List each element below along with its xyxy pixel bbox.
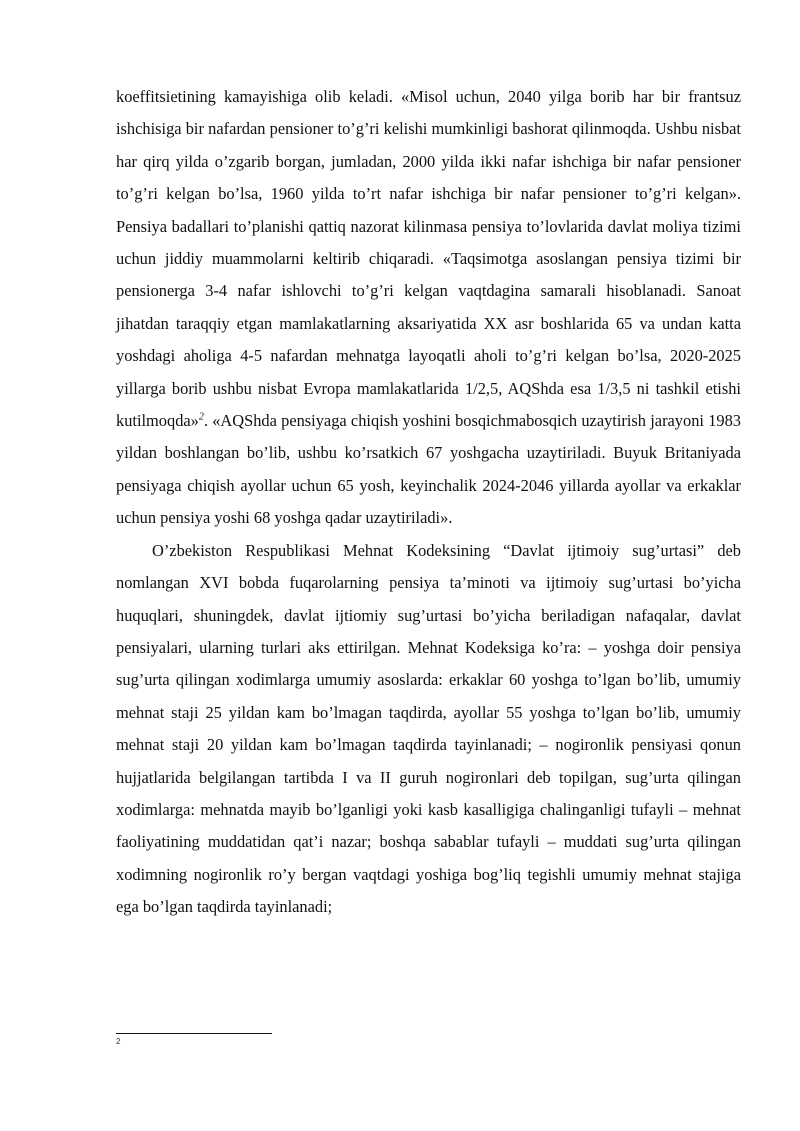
paragraph-1 <box>116 81 741 535</box>
footnote-separator <box>116 1033 272 1034</box>
footnote-number: 2 <box>116 1037 121 1046</box>
paragraph-2: O’zbekiston Respublikasi Mehnat Kodeksining “Davlat ijtimoiy sug’urtasi” deb nomlangan XVI bobda fuqarolarning pensiya ta’minoti va ijtimoiy sug’urtasi bo’yicha huquqlari, shuningdek, davlat ijtiomiy sug’urtasi bo’yicha beriladigan nafaqalar, davlat pensiyalari, ularning turlari aks ettirilgan. Mehnat Kodeksiga ko’ra: – yoshga doir pensiya sug’urta qilingan xodimlarga umumiy asoslarda: erkaklar 60 yoshga to’lgan bo’lib, umumiy mehnat staji 25 yildan kam bo’lmagan taqdirda, ayollar 55 yoshga to’lgan bo’lib, umumiy mehnat staji 20 yildan kam bo’lmagan taqdirda tayinlanadi; – nogironlik pensiyasi qonun hujjatlarida belgilangan tartibda I va II guruh nogironlari deb topilgan, sug’urta qilingan xodimlarga: mehnatda mayib bo’lganligi yoki kasb kasalligiga chalinganligi tufayli – mehnat faoliyatining muddatidan qat’i nazar; boshqa sabablar tufayli – muddati sug’urta qilingan xodimning nogironlik ro’y bergan vaqtdagi yoshiga bog’liq tegishli umumiy mehnat stajiga ega bo’lgan taqdirda tayinlanadi; <box>116 540 741 917</box>
paragraph-1-part-1: koeffitsietining kamayishiga olib keladi. «Misol uchun, 2040 yilga borib har bir frantsuz ishchisiga bir nafardan pensioner to’g’ri kelishi mumkinligi bashorat qilinmoqda. Ushbu nisbat har qirq yilda o’zgarib borgan, jumladan, 2000 yilda ikki nafar ishchiga bir nafar pensioner to’g’ri kelgan bo’lsa, 1960 yilda to’rt nafar ishchiga bir nafar pensioner to’g’ri kelgan». Pensiya badallari to’planishi qattiq nazorat kilinmasa pensiya to’lovlarida davlat moliya tizimi uchun jiddiy muammolarni keltirib chiqaradi. «Taqsimotga asoslangan pensiya tizimi bir pensionerga 3-4 nafar ishlovchi to’g’ri kelgan vaqtdagina samarali hisoblanadi. Sanoat jihatdan taraqqiy etgan mamlakatlarning aksariyatida XX asr boshlarida 65 va undan katta yoshdagi aholiga 4-5 nafardan mehnatga layoqatli aholi to’g’ri kelgan bo’lsa, 2020-2025 yillarga borib ushbu nisbat Evropa mamlakatlarida 1/2,5, AQShda esa 1/3,5 ni tashkil etishi kutilmoqda» <box>116 87 741 431</box>
paragraph-1-part-2: . «AQShda pensiyaga chiqish yoshini bosqichmabosqich uzaytirish jarayoni 1983 yildan boshlangan bo’lib, ushbu ko’rsatkich 67 yoshgacha uzaytiriladi. Buyuk Britaniyada pensiyaga chiqish ayollar uchun 65 yosh, keyinchalik 2024-2046 yillarda ayollar va erkaklar uchun pensiya yoshi 68 yoshga qadar uzaytiriladi». <box>116 411 741 528</box>
footnote <box>116 1037 120 1047</box>
footnote-reference[interactable]: 2 <box>198 411 204 423</box>
body-text <box>116 81 741 924</box>
